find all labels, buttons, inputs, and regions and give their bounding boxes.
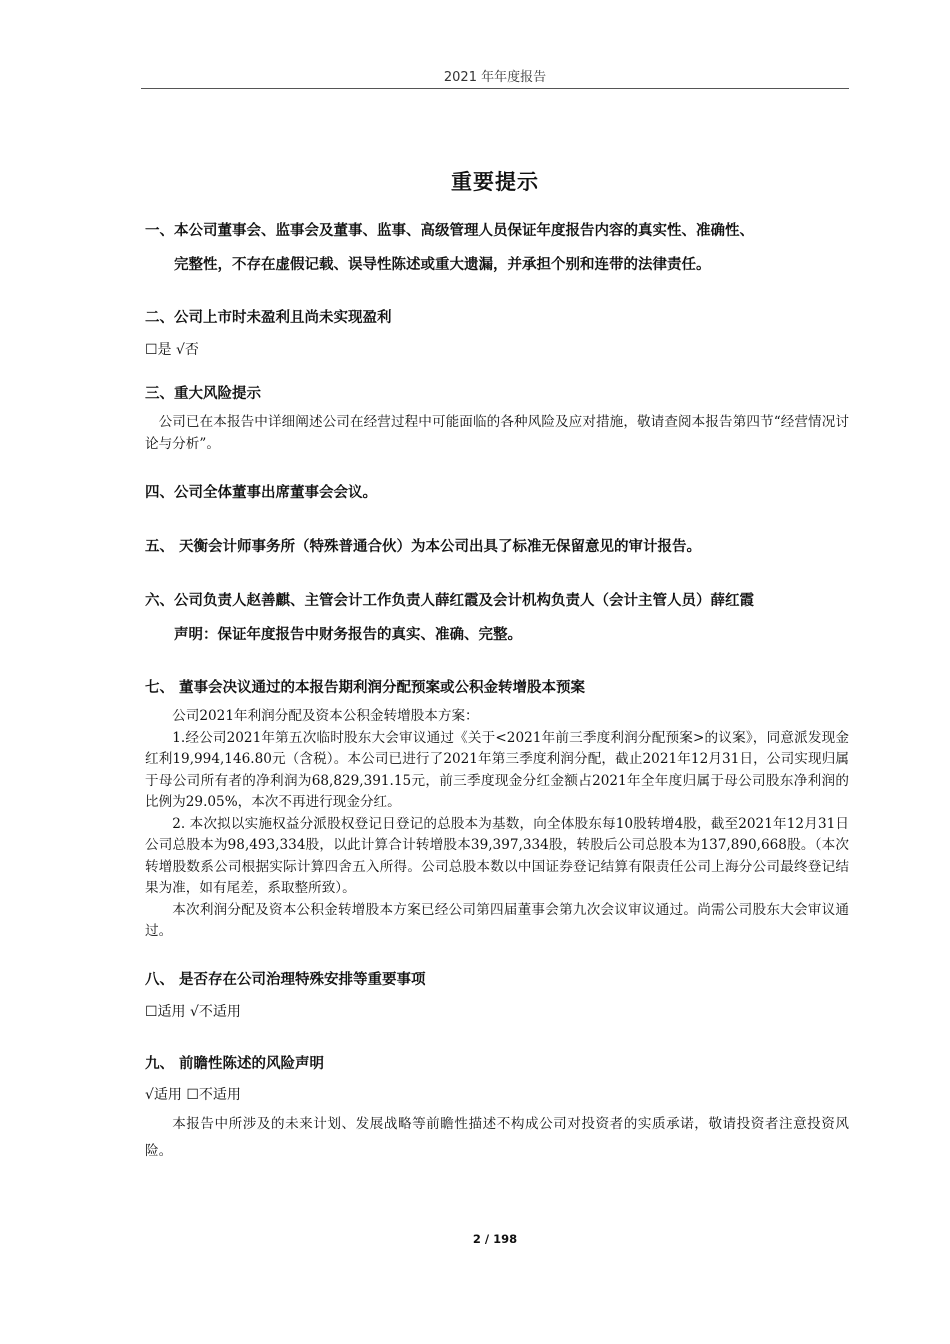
section-4-heading: 四、公司全体董事出席董事会会议。 — [145, 485, 377, 501]
section-1-line-1: 一、本公司董事会、监事会及董事、监事、高级管理人员保证年度报告内容的真实性、准确性、 — [145, 223, 754, 239]
section-9-body — [145, 1111, 849, 1165]
section-7-item-1: 1.经公司2021年第五次临时股东大会审议通过《关于<2021年前三季度利润分配预案>的议案》，同意派发现金红利19,994,146.80元（含税）。本公司已进行了2021年第三季度利润分配，截止2021年12月31日，公司实现归属于母公司所有者的净利润为68,829,391.15元，前三季度现金分红金额占2021年全年度归属于母公司股东净利润的比例为29.05%，本次不再进行现金分红。 — [145, 729, 849, 810]
header-divider — [141, 88, 849, 89]
page-number: 2 / 198 — [472, 1232, 518, 1246]
section-3-heading: 三、重大风险提示 — [145, 386, 261, 402]
section-8-heading: 八、 是否存在公司治理特殊安排等重要事项 — [145, 972, 426, 988]
section-7-body — [145, 706, 849, 943]
section-9-heading: 九、 前瞻性陈述的风险声明 — [145, 1056, 325, 1072]
section-6-line-1: 六、公司负责人赵善麒、主管会计工作负责人薛红霞及会计机构负责人（会计主管人员）薛红霞 — [145, 593, 754, 609]
section-6-line-2: 声明：保证年度报告中财务报告的真实、准确、完整。 — [174, 627, 522, 643]
section-3-paragraph: 公司已在本报告中详细阐述公司在经营过程中可能面临的各种风险及应对措施，敬请查阅本报告第四节“经营情况讨论与分析”。 — [145, 414, 849, 452]
section-7-item-2: 2. 本次拟以实施权益分派股权登记日登记的总股本为基数，向全体股东每10股转增4股，截至2021年12月31日公司总股本为98,493,334股，以此计算合计转增股本39,397,334股，转股后公司总股本为137,890,668股。（本次转增股数系公司根据实际计算四舍五入所得。公司总股本数以中国证券登记结算有限责任公司上海分公司最终登记结果为准，如有尾差，系取整所致）。 — [145, 815, 849, 896]
section-2-heading: 二、公司上市时未盈利且尚未实现盈利 — [145, 310, 392, 326]
page-title: 重要提示 — [451, 170, 539, 194]
section-7-intro: 公司2021年利润分配及资本公积金转增股本方案： — [172, 708, 479, 724]
section-5-heading: 五、 天衡会计师事务所（特殊普通合伙）为本公司出具了标准无保留意见的审计报告。 — [145, 539, 702, 555]
section-7-heading: 七、 董事会决议通过的本报告期利润分配预案或公积金转增股本预案 — [145, 680, 586, 696]
section-2-options: ☐是 √否 — [145, 342, 199, 358]
section-9-options: √适用 ☐不适用 — [145, 1087, 241, 1103]
section-8-options: ☐适用 √不适用 — [145, 1004, 241, 1020]
section-9-paragraph: 本报告中所涉及的未来计划、发展战略等前瞻性描述不构成公司对投资者的实质承诺，敬请投资者注意投资风险。 — [145, 1116, 849, 1159]
section-7-closing: 本次利润分配及资本公积金转增股本方案已经公司第四届董事会第九次会议审议通过。尚需公司股东大会审议通过。 — [145, 901, 849, 939]
running-header: 2021 年年度报告 — [443, 70, 547, 85]
section-3-body — [145, 412, 849, 455]
section-1-line-2: 完整性，不存在虚假记载、误导性陈述或重大遗漏，并承担个别和连带的法律责任。 — [174, 257, 711, 273]
